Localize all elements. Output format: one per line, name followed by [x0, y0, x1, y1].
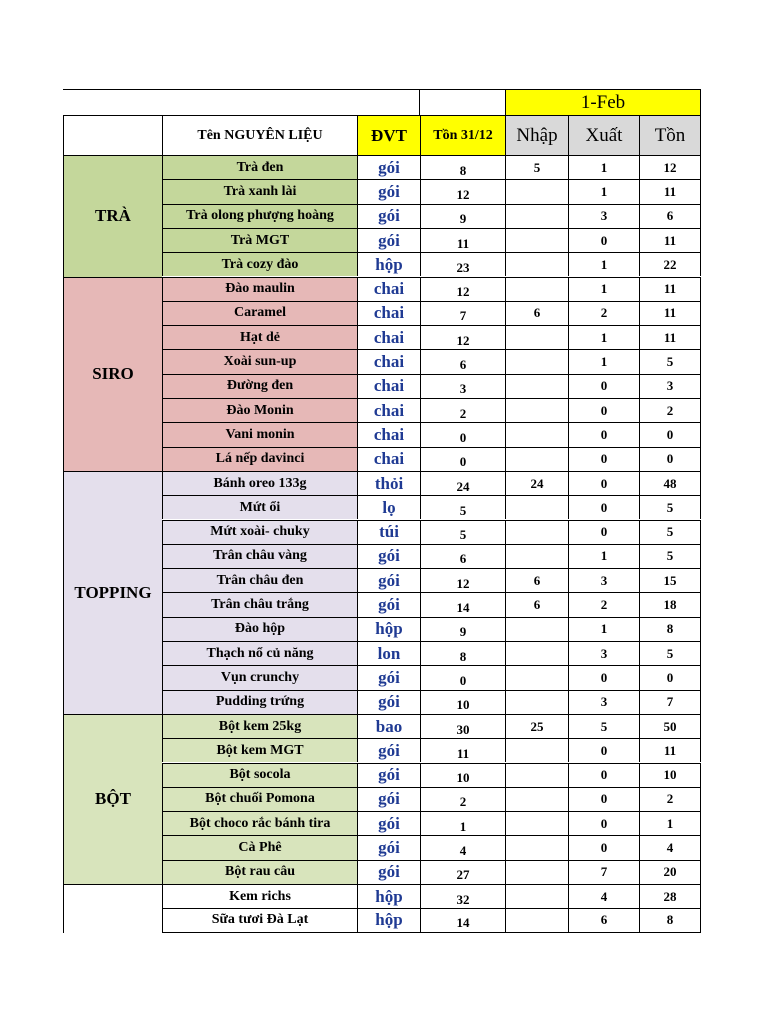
item-out-qty: 1: [568, 544, 639, 568]
item-stock-qty: 28: [639, 884, 701, 908]
item-stock-qty: 11: [639, 277, 701, 301]
item-in-qty: [505, 690, 568, 714]
item-name: Đường đen: [162, 374, 357, 398]
item-in-qty: [505, 179, 568, 203]
item-in-qty: [505, 374, 568, 398]
item-opening-stock: 32: [420, 884, 505, 908]
item-stock-qty: 15: [639, 568, 701, 592]
item-unit: gói: [357, 568, 420, 592]
item-opening-stock: 0: [420, 665, 505, 689]
item-opening-stock: 2: [420, 787, 505, 811]
item-stock-qty: 1: [639, 811, 701, 835]
item-stock-qty: 5: [639, 641, 701, 665]
item-out-qty: 0: [568, 228, 639, 252]
item-in-qty: [505, 884, 568, 908]
item-stock-qty: 11: [639, 325, 701, 349]
item-in-qty: [505, 787, 568, 811]
item-out-qty: 1: [568, 617, 639, 641]
item-out-qty: 7: [568, 860, 639, 884]
item-unit: gói: [357, 179, 420, 203]
item-in-qty: [505, 860, 568, 884]
item-name: Trân châu đen: [162, 568, 357, 592]
item-out-qty: 0: [568, 787, 639, 811]
item-unit: chai: [357, 277, 420, 301]
header-opening-col: Tồn 31/12: [420, 115, 505, 155]
item-stock-qty: 22: [639, 252, 701, 276]
item-in-qty: [505, 204, 568, 228]
item-in-qty: 6: [505, 568, 568, 592]
item-name: Trà olong phượng hoàng: [162, 204, 357, 228]
item-opening-stock: 8: [420, 641, 505, 665]
item-in-qty: [505, 617, 568, 641]
item-opening-stock: 6: [420, 544, 505, 568]
item-unit: chai: [357, 349, 420, 373]
item-name: Trà cozy đào: [162, 252, 357, 276]
item-stock-qty: 5: [639, 520, 701, 544]
item-out-qty: 0: [568, 738, 639, 762]
item-unit: lọ: [357, 495, 420, 519]
item-opening-stock: 23: [420, 252, 505, 276]
item-in-qty: [505, 665, 568, 689]
item-name: Cà Phê: [162, 835, 357, 859]
item-stock-qty: 0: [639, 447, 701, 471]
item-opening-stock: 14: [420, 592, 505, 616]
item-unit: gói: [357, 835, 420, 859]
item-stock-qty: 6: [639, 204, 701, 228]
item-unit: gói: [357, 763, 420, 787]
item-name: Bánh oreo 133g: [162, 471, 357, 495]
item-unit: hộp: [357, 252, 420, 276]
item-out-qty: 0: [568, 763, 639, 787]
item-opening-stock: 5: [420, 520, 505, 544]
item-out-qty: 1: [568, 349, 639, 373]
item-unit: thỏi: [357, 471, 420, 495]
item-name: Trà MGT: [162, 228, 357, 252]
item-opening-stock: 9: [420, 204, 505, 228]
item-in-qty: [505, 349, 568, 373]
item-out-qty: 1: [568, 155, 639, 179]
item-stock-qty: 2: [639, 398, 701, 422]
header-stock-col: Tồn: [639, 115, 701, 155]
item-name: Vani monin: [162, 422, 357, 446]
item-in-qty: [505, 835, 568, 859]
item-unit: gói: [357, 544, 420, 568]
item-name: Xoài sun-up: [162, 349, 357, 373]
item-unit: chai: [357, 374, 420, 398]
item-unit: chai: [357, 301, 420, 325]
item-unit: gói: [357, 155, 420, 179]
item-name: Kem richs: [162, 884, 357, 908]
item-in-qty: [505, 422, 568, 446]
item-in-qty: 6: [505, 301, 568, 325]
item-name: Bột choco rắc bánh tira: [162, 811, 357, 835]
item-out-qty: 0: [568, 495, 639, 519]
item-out-qty: 0: [568, 447, 639, 471]
item-opening-stock: 12: [420, 325, 505, 349]
item-unit: lon: [357, 641, 420, 665]
item-unit: hộp: [357, 617, 420, 641]
item-unit: gói: [357, 592, 420, 616]
item-in-qty: 24: [505, 471, 568, 495]
item-stock-qty: 7: [639, 690, 701, 714]
item-out-qty: 0: [568, 398, 639, 422]
item-stock-qty: 11: [639, 179, 701, 203]
item-out-qty: 0: [568, 374, 639, 398]
header-blank-cell: [420, 89, 505, 115]
item-name: Trân châu trắng: [162, 592, 357, 616]
item-opening-stock: 7: [420, 301, 505, 325]
item-in-qty: 5: [505, 155, 568, 179]
item-name: Trân châu vàng: [162, 544, 357, 568]
item-unit: gói: [357, 738, 420, 762]
item-stock-qty: 5: [639, 495, 701, 519]
item-unit: gói: [357, 787, 420, 811]
item-out-qty: 0: [568, 665, 639, 689]
item-in-qty: [505, 908, 568, 932]
group-label: TOPPING: [63, 471, 162, 714]
item-name: Bột socola: [162, 763, 357, 787]
item-opening-stock: 9: [420, 617, 505, 641]
item-out-qty: 1: [568, 325, 639, 349]
group-label: [63, 884, 162, 933]
item-name: Caramel: [162, 301, 357, 325]
item-stock-qty: 0: [639, 665, 701, 689]
item-unit: chai: [357, 422, 420, 446]
item-out-qty: 3: [568, 204, 639, 228]
item-name: Lá nếp davinci: [162, 447, 357, 471]
item-in-qty: [505, 495, 568, 519]
item-out-qty: 0: [568, 835, 639, 859]
item-name: Pudding trứng: [162, 690, 357, 714]
header-name-col: Tên NGUYÊN LIỆU: [162, 115, 357, 155]
item-stock-qty: 18: [639, 592, 701, 616]
item-stock-qty: 5: [639, 349, 701, 373]
item-name: Bột chuối Pomona: [162, 787, 357, 811]
item-unit: túi: [357, 520, 420, 544]
item-opening-stock: 12: [420, 568, 505, 592]
item-stock-qty: 50: [639, 714, 701, 738]
item-name: Vụn crunchy: [162, 665, 357, 689]
item-in-qty: [505, 398, 568, 422]
item-stock-qty: 20: [639, 860, 701, 884]
item-opening-stock: 5: [420, 495, 505, 519]
item-stock-qty: 4: [639, 835, 701, 859]
item-unit: chai: [357, 447, 420, 471]
item-opening-stock: 14: [420, 908, 505, 932]
item-opening-stock: 0: [420, 422, 505, 446]
item-name: Sữa tươi Đà Lạt: [162, 908, 357, 932]
item-in-qty: 25: [505, 714, 568, 738]
item-unit: gói: [357, 811, 420, 835]
item-unit: hộp: [357, 908, 420, 932]
item-out-qty: 1: [568, 277, 639, 301]
item-out-qty: 3: [568, 641, 639, 665]
item-name: Trà xanh lài: [162, 179, 357, 203]
item-name: Bột rau câu: [162, 860, 357, 884]
header-group-col: [63, 115, 162, 155]
item-unit: hộp: [357, 884, 420, 908]
item-stock-qty: 11: [639, 228, 701, 252]
item-in-qty: [505, 641, 568, 665]
item-in-qty: [505, 277, 568, 301]
item-unit: chai: [357, 325, 420, 349]
item-out-qty: 1: [568, 179, 639, 203]
item-unit: gói: [357, 860, 420, 884]
item-name: Hạt dẻ: [162, 325, 357, 349]
item-opening-stock: 30: [420, 714, 505, 738]
item-name: Đào Monin: [162, 398, 357, 422]
item-opening-stock: 11: [420, 738, 505, 762]
item-stock-qty: 8: [639, 617, 701, 641]
group-label: TRÀ: [63, 155, 162, 277]
item-name: Đào maulin: [162, 277, 357, 301]
item-out-qty: 0: [568, 811, 639, 835]
item-out-qty: 2: [568, 592, 639, 616]
date-label: 1-Feb: [505, 89, 701, 115]
item-in-qty: [505, 325, 568, 349]
group-label: SIRO: [63, 277, 162, 471]
item-opening-stock: 12: [420, 179, 505, 203]
item-stock-qty: 5: [639, 544, 701, 568]
item-opening-stock: 24: [420, 471, 505, 495]
item-opening-stock: 27: [420, 860, 505, 884]
item-out-qty: 2: [568, 301, 639, 325]
item-opening-stock: 10: [420, 763, 505, 787]
item-name: Mứt xoài- chuky: [162, 520, 357, 544]
item-name: Trà đen: [162, 155, 357, 179]
item-stock-qty: 12: [639, 155, 701, 179]
header-out-col: Xuất: [568, 115, 639, 155]
item-opening-stock: 4: [420, 835, 505, 859]
item-opening-stock: 11: [420, 228, 505, 252]
item-in-qty: [505, 763, 568, 787]
item-out-qty: 4: [568, 884, 639, 908]
item-opening-stock: 3: [420, 374, 505, 398]
item-stock-qty: 11: [639, 738, 701, 762]
item-opening-stock: 2: [420, 398, 505, 422]
item-name: Đào hộp: [162, 617, 357, 641]
item-stock-qty: 8: [639, 908, 701, 932]
item-stock-qty: 11: [639, 301, 701, 325]
item-stock-qty: 0: [639, 422, 701, 446]
header-unit-col: ĐVT: [357, 115, 420, 155]
item-opening-stock: 1: [420, 811, 505, 835]
item-in-qty: [505, 252, 568, 276]
item-out-qty: 1: [568, 252, 639, 276]
item-stock-qty: 2: [639, 787, 701, 811]
item-out-qty: 0: [568, 520, 639, 544]
item-name: Bột kem MGT: [162, 738, 357, 762]
item-unit: gói: [357, 665, 420, 689]
item-in-qty: [505, 544, 568, 568]
item-opening-stock: 6: [420, 349, 505, 373]
item-unit: gói: [357, 228, 420, 252]
header-in-col: Nhập: [505, 115, 568, 155]
item-stock-qty: 3: [639, 374, 701, 398]
item-in-qty: [505, 738, 568, 762]
item-in-qty: [505, 228, 568, 252]
item-stock-qty: 48: [639, 471, 701, 495]
item-in-qty: [505, 520, 568, 544]
item-unit: gói: [357, 690, 420, 714]
item-in-qty: [505, 447, 568, 471]
item-opening-stock: 10: [420, 690, 505, 714]
item-opening-stock: 12: [420, 277, 505, 301]
item-out-qty: 6: [568, 908, 639, 932]
item-out-qty: 5: [568, 714, 639, 738]
header-title-band: [63, 89, 420, 115]
item-opening-stock: 0: [420, 447, 505, 471]
item-out-qty: 0: [568, 471, 639, 495]
group-label: BỘT: [63, 714, 162, 884]
item-out-qty: 3: [568, 568, 639, 592]
item-in-qty: [505, 811, 568, 835]
item-stock-qty: 10: [639, 763, 701, 787]
item-unit: gói: [357, 204, 420, 228]
item-in-qty: 6: [505, 592, 568, 616]
item-unit: bao: [357, 714, 420, 738]
item-unit: chai: [357, 398, 420, 422]
item-out-qty: 3: [568, 690, 639, 714]
item-name: Bột kem 25kg: [162, 714, 357, 738]
item-out-qty: 0: [568, 422, 639, 446]
item-name: Thạch nổ củ năng: [162, 641, 357, 665]
item-opening-stock: 8: [420, 155, 505, 179]
item-name: Mứt ổi: [162, 495, 357, 519]
